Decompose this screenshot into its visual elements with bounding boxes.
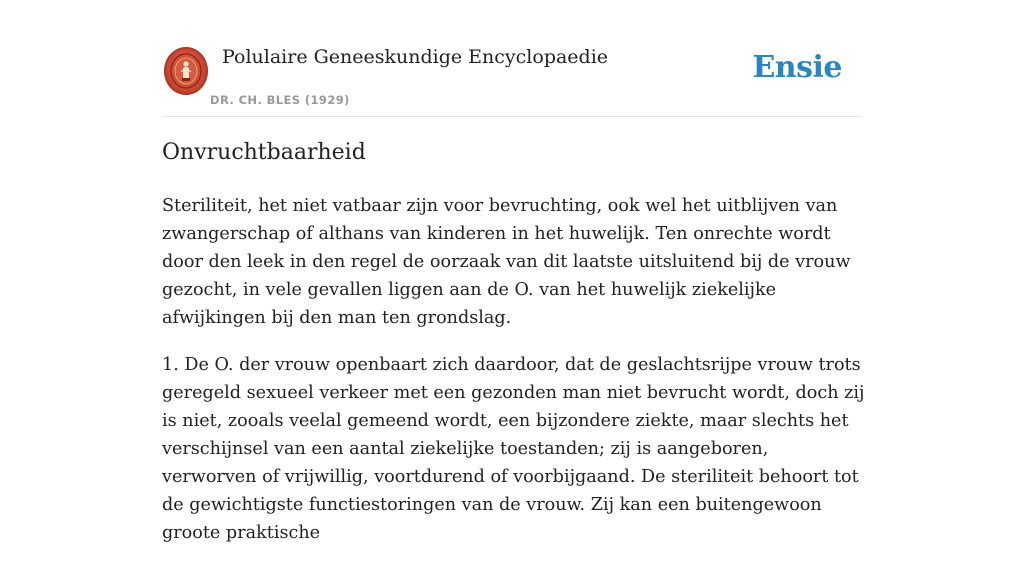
entry-title: Onvruchtbaarheid [162, 140, 366, 165]
brand-logo-link[interactable]: Ensie [752, 50, 842, 85]
book-title[interactable]: Polulaire Geneeskundige Encyclopaedie [222, 46, 609, 68]
entry-paragraph: Steriliteit, het niet vatbaar zijn voor bevruchting, ook wel het uitblijven van zwangerschap of althans van kinderen in het huwelijk. Ten onrechte wordt door den leek in den regel de oorzaak van dit laatste uitsluitend bij de vrouw gezocht, in vele gevallen liggen aan de O. van het huwelijk ziekelijke afwijkingen bij den man ten grondslag. [162, 196, 851, 328]
header [162, 40, 862, 117]
book-author: DR. CH. BLES (1929) [210, 93, 350, 107]
seal-figure-icon [164, 47, 208, 95]
entry-body [162, 192, 866, 566]
entry-paragraph: 1. De O. der vrouw openbaart zich daardoor, dat de geslachtsrijpe vrouw trots geregeld sexueel verkeer met een gezonden man niet bevrucht wordt, doch zij is niet, zooals veelal gemeend wordt, een bijzondere ziekte, maar slechts het verschijnsel van een aantal ziekelijke toestanden; zij is aangeboren, verworven of vrijwillig, voortdurend of voorbijgaand. De steriliteit behoort tot de gewichtigste functiestoringen van de vrouw. Zij kan een buitengewoon groote praktische [162, 355, 865, 543]
encyclopedia-seal-icon[interactable] [164, 47, 208, 95]
